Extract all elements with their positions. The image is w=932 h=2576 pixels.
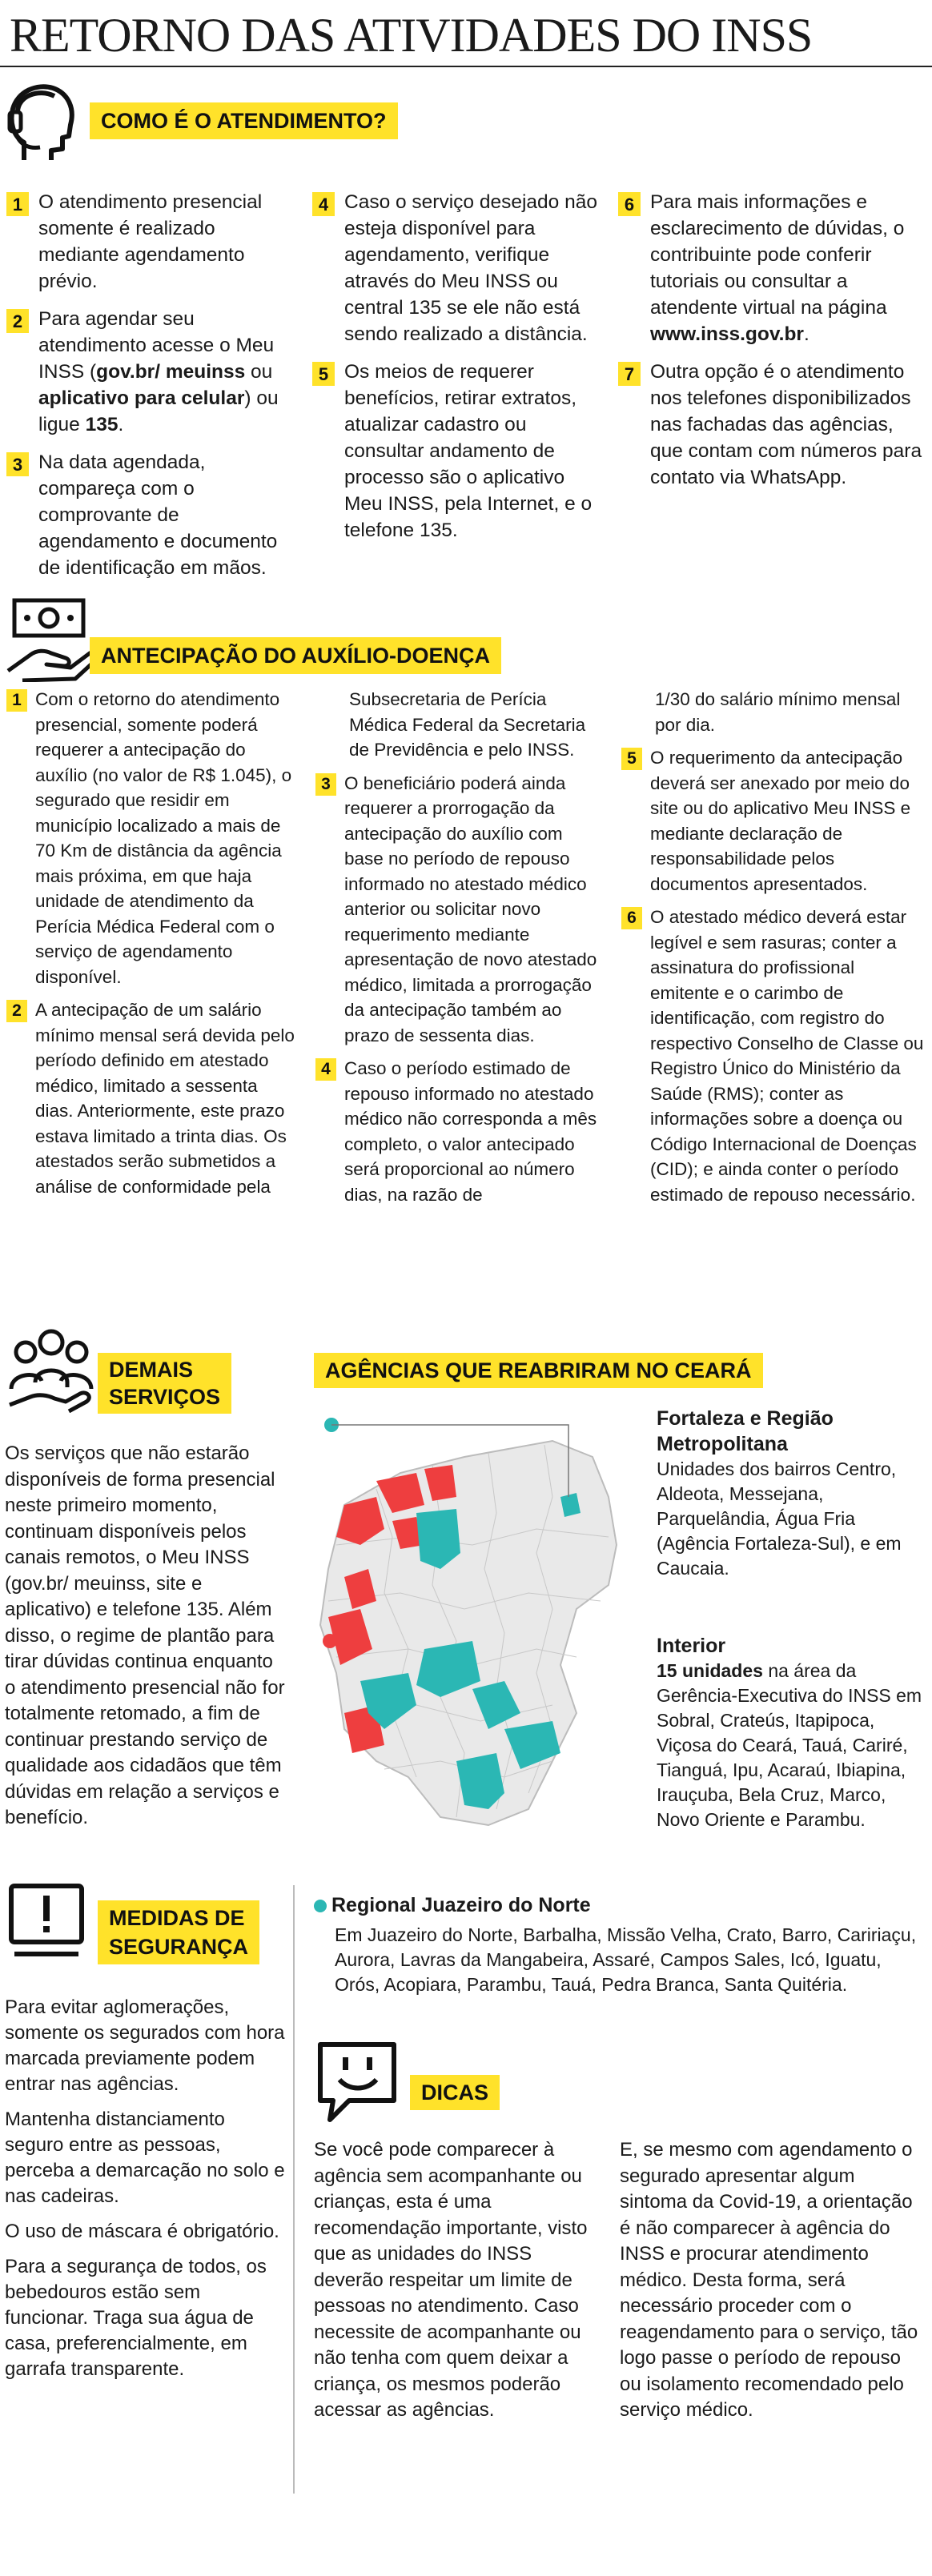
dicas-col1: Se você pode comparecer à agência sem acompanhante ou crianças, esta é uma recomendação importante, visto que as unidades do INSS deverão respeitar um limite de pessoas no atendimento. Caso necessite de acompanhante ou não tenha com quem deixar a criança, os mesmos poderão acessar as agências.: [314, 2139, 588, 2421]
juazeiro-title: Regional Juazeiro do Norte: [314, 1892, 927, 1918]
juazeiro-legend: [314, 1892, 927, 1997]
paragraph: Para a segurança de todos, os bebedouros estão sem funcionar. Traga sua água de casa, preferencialmente, em garrafa transparente.: [5, 2256, 267, 2380]
seguranca-heading: MEDIDAS DE SEGURANÇA: [98, 1900, 259, 1964]
column-divider: [293, 1885, 295, 2494]
auxilio-col1: [6, 687, 295, 1207]
demais-text: Os serviços que não estarão disponíveis de forma presencial neste primeiro momento, continuam disponíveis pelos canais remotos, o Meu INSS (gov.br/ meuinss, site e aplicativo) e telefone 135. Além disso, o regime de plantão para tirar dúvidas continua enquanto o atendimento presencial não for totalmente retomado, a fim de continuar prestando serviço de qualidade aos cidadãos que têm dúvidas em relação a serviços e benefício.: [5, 1442, 285, 1828]
teal-dot-icon: [314, 1900, 327, 1912]
atendimento-col3: [618, 189, 922, 502]
interior-text: 15 unidades na área da Gerência-Executiva do INSS em Sobral, Crateús, Itapipoca, Viçosa do Ceará, Tauá, Cariré, Tianguá, Ipu, Acaraú, Ibiapina, Irauçuba, Bela Cruz, Marco, Novo Oriente e Parambu.: [657, 1660, 922, 1830]
agencias-heading: AGÊNCIAS QUE REABRIRAM NO CEARÁ: [314, 1353, 763, 1388]
paragraph: O uso de máscara é obrigatório.: [5, 2221, 279, 2242]
auxilio-col3: [621, 687, 926, 1215]
list-item: 1 O atendimento presencial somente é realizado mediante agendamento prévio.: [6, 189, 288, 295]
juazeiro-text: Em Juazeiro do Norte, Barbalha, Missão Velha, Crato, Barro, Caririaçu, Aurora, Lavras da Mangabeira, Assaré, Campos Sales, Icó, Iguatu, Orós, Acopiara, Parambu, Tauá, Pedra Branca, Santa Quitéria.: [335, 1924, 917, 1995]
headset-icon: [6, 80, 78, 168]
list-item: 7 Outra opção é o atendimento nos telefones disponibilizados nas fachadas das agências, que contam com números para contato via WhatsApp.: [618, 359, 922, 491]
demais-heading: DEMAIS SERVIÇOS: [98, 1353, 231, 1414]
list-item: 2 Para agendar seu atendimento acesse o Meu INSS (gov.br/ meuinss ou aplicativo para celular) ou ligue 135.: [6, 306, 288, 438]
dicas-heading: DICAS: [410, 2075, 500, 2110]
list-item: 1 Com o retorno do atendimento presencial, somente poderá requerer a antecipação do auxílio (no valor de R$ 1.045), o segurado que residir em município localizado a mais de 70 Km de distância da agência mais próxima, em que haja unidade de atendimento da Perícia Médica Federal com o serviço de agendamento disponível.: [6, 687, 295, 989]
list-item: Subsecretaria de Perícia Médica Federal da Secretaria de Previdência e pelo INSS.: [349, 689, 586, 760]
list-item: 3 Na data agendada, compareça com o comprovante de agendamento e documento de identificação em mãos.: [6, 449, 288, 581]
list-item: 6 Para mais informações e esclarecimento de dúvidas, o contribuinte pode conferir tutoriais ou consultar a atendente virtual na página www.inss.gov.br.: [618, 189, 922, 347]
list-item: 6 O atestado médico deverá estar legível e sem rasuras; conter a assinatura do profissional emitente e o carimbo de identificação, com registro do respectivo Conselho de Classe ou Registro Único do Ministério da Saúde (RMS); conter as informações sobre a doença ou Código Internacional de Doenças (CID); e ainda conter o período estimado de repouso necessário.: [621, 905, 926, 1207]
auxilio-col2: [315, 687, 604, 1215]
money-hand-icon: [6, 594, 94, 682]
atendimento-col2: [312, 189, 599, 555]
list-item: 2 A antecipação de um salário mínimo mensal será devida pelo período definido em atestado médico, limitado a sessenta dias. Anteriormente, este prazo estava limitado a trinta dias. Os atestados serão submetidos a análise de conformidade pela: [6, 997, 295, 1199]
list-item: 5 O requerimento da antecipação deverá ser anexado por meio do site ou do aplicativo Meu INSS e mediante declaração de responsabilidade pelos documentos apresentados.: [621, 745, 926, 897]
smiley-bubble-icon: [314, 2038, 402, 2126]
seguranca-text: [5, 1995, 285, 2392]
paragraph: Para evitar aglomerações, somente os segurados com hora marcada previamente podem entrar nas agências.: [5, 1996, 285, 2095]
page-title: RETORNO DAS ATIVIDADES DO INSS: [10, 9, 813, 62]
paragraph: Mantenha distanciamento seguro entre as pessoas, perceba a demarcação no solo e nas cadeiras.: [5, 2109, 285, 2207]
people-group-icon: [6, 1325, 96, 1413]
list-item: 1/30 do salário mínimo mensal por dia.: [655, 689, 901, 735]
title-divider: [0, 66, 932, 67]
atendimento-col1: [6, 189, 288, 592]
list-item: 4 Caso o serviço desejado não esteja disponível para agendamento, verifique através do Meu INSS ou central 135 se ele não está sendo realizado a distância.: [312, 189, 599, 347]
list-item: 5 Os meios de requerer benefícios, retirar extratos, atualizar cadastro ou consultar andamento de processo são o aplicativo Meu INSS, pela Internet, e o telefone 135.: [312, 359, 599, 544]
interior-title: Interior: [657, 1635, 726, 1657]
dicas-col2: E, se mesmo com agendamento o segurado apresentar algum sintoma da Covid-19, a orientação é não comparecer à agência do INSS e procurar atendimento médico. Desta forma, será necessário proceder com o reagendamento para o serviço, tão logo passe o período de repouso ou isolamento recomendado pelo serviço médico.: [620, 2139, 918, 2421]
interior-legend: [657, 1633, 929, 1832]
fortaleza-legend: [657, 1406, 929, 1581]
list-item: 3 O beneficiário poderá ainda requerer a prorrogação da antecipação do auxílio com base no período de repouso informado no atestado médico anterior ou solicitar novo requerimento mediante apresentação de novo atestado médico, limitada a prorrogação da antecipação também ao prazo de sessenta dias.: [315, 771, 604, 1049]
ceara-map: [312, 1409, 641, 1857]
warning-sign-icon: [6, 1881, 86, 1969]
fortaleza-text: Unidades dos bairros Centro, Aldeota, Messejana, Parquelândia, Água Fria (Agência Fortaleza-Sul), e em Caucaia.: [657, 1459, 902, 1579]
auxilio-heading: ANTECIPAÇÃO DO AUXÍLIO-DOENÇA: [90, 637, 501, 674]
list-item: 4 Caso o período estimado de repouso informado no atestado médico não corresponda a mês completo, o valor antecipado será proporcional ao número dias, na razão de: [315, 1056, 604, 1207]
fortaleza-title: Fortaleza e Região Metropolitana: [657, 1407, 834, 1455]
atendimento-heading: COMO É O ATENDIMENTO?: [90, 102, 398, 139]
